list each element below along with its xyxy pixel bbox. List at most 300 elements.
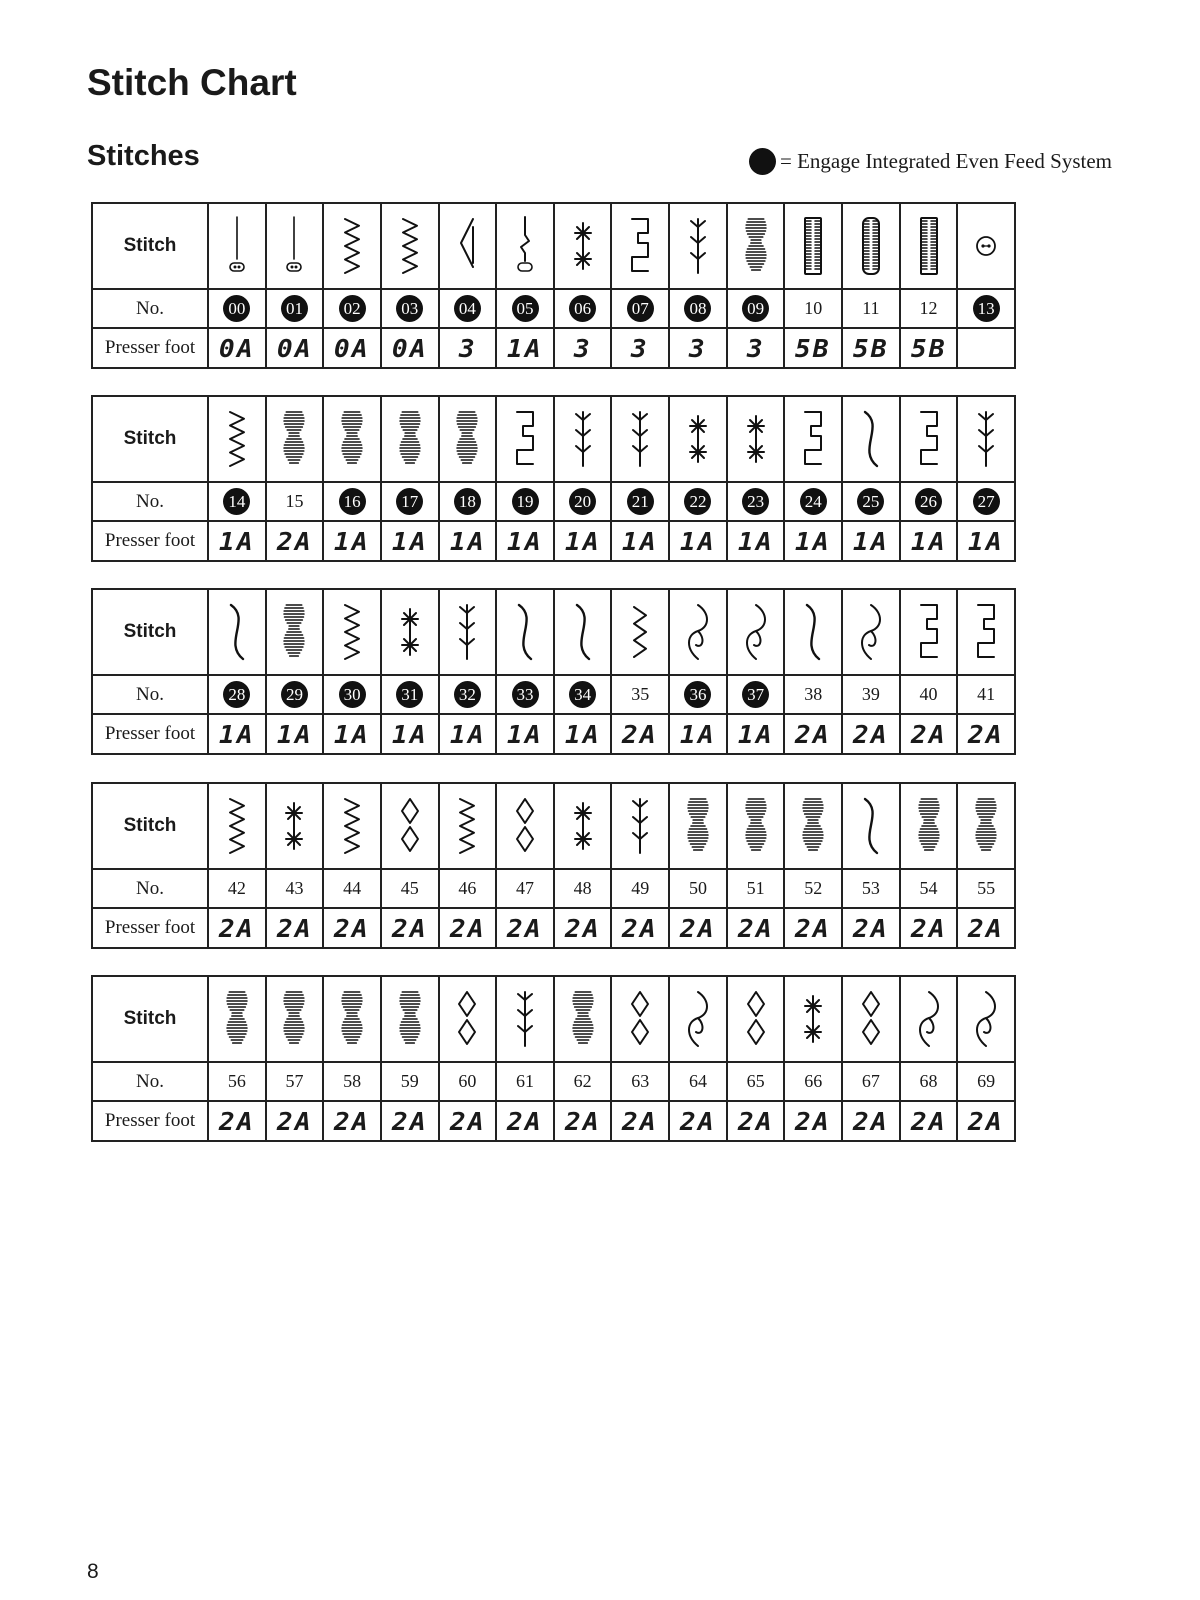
- stitch-icon-cell: [669, 396, 727, 482]
- stitch-number: 46: [458, 878, 477, 898]
- lightning-stitch-icon: [508, 213, 542, 279]
- presser-foot-value: 5B: [783, 328, 844, 368]
- stitch-number-cell: [784, 1062, 842, 1101]
- presser-foot-value: 2A: [322, 1101, 383, 1141]
- stitch-number-cell: [669, 1062, 727, 1101]
- stitch-icon-cell: [957, 976, 1015, 1062]
- stitch-number-cell: [900, 482, 958, 521]
- stitch-number: 68: [919, 1071, 938, 1091]
- stitch-table: [91, 975, 1016, 1142]
- stitch-icon-cell: [727, 589, 785, 675]
- stitch-table: [91, 588, 1016, 755]
- presser-foot-value: 2A: [668, 1101, 729, 1141]
- stitch-number-filled: 00: [223, 295, 250, 322]
- stitch-icon-cell: [784, 203, 842, 289]
- stitch-number: 39: [861, 684, 880, 704]
- stitch-icon-cell: [900, 783, 958, 869]
- stitch-icon-cell: [611, 976, 669, 1062]
- stitch-number: 61: [516, 1071, 535, 1091]
- stitch-number-cell: [266, 482, 324, 521]
- hook-stitch-icon: [623, 406, 657, 472]
- presser-foot-value: 2A: [610, 1101, 671, 1141]
- presser-foot-value: 1A: [610, 521, 671, 561]
- zig-band-stitch-icon: [335, 793, 369, 859]
- stitch-icon-cell: [208, 783, 266, 869]
- presser-foot-value: 3: [610, 328, 671, 368]
- zigzag-stitch-icon: [335, 213, 369, 279]
- stitch-number-cell: [554, 289, 612, 328]
- presser-foot-value: 0A: [322, 328, 383, 368]
- stitch-number-cell: [266, 675, 324, 714]
- star-chain-stitch-icon: [566, 793, 600, 859]
- stitch-number-filled: 04: [454, 295, 481, 322]
- stitch-number-cell: [208, 869, 266, 908]
- stitch-number: 52: [804, 878, 823, 898]
- stitch-icon-cell: [208, 203, 266, 289]
- arrow-stitch-icon: [450, 599, 484, 665]
- presser-foot-value: 1A: [552, 714, 613, 754]
- comb-stitch-icon: [450, 406, 484, 472]
- stitch-number-cell: [439, 1062, 497, 1101]
- star-stitch-icon: [796, 986, 830, 1052]
- stitch-icon-cell: [842, 783, 900, 869]
- presser-foot-value: 1A: [495, 328, 556, 368]
- stitch-icon-cell: [727, 976, 785, 1062]
- presser-foot-header: Presser foot: [92, 521, 208, 561]
- stitch-number-filled: 29: [281, 681, 308, 708]
- stitch-icon-cell: [266, 783, 324, 869]
- double-zigzag-stitch-icon: [335, 599, 369, 665]
- presser-foot-header: Presser foot: [92, 1101, 208, 1141]
- stitch-number-filled: 24: [800, 488, 827, 515]
- presser-foot-value: 2A: [898, 714, 959, 754]
- stitch-icon-cell: [381, 783, 439, 869]
- stitch-icon-cell: [669, 783, 727, 869]
- stitch-number-cell: [957, 675, 1015, 714]
- stitch-row: [92, 396, 1015, 482]
- stitch-table: [91, 395, 1016, 562]
- stitch-row: [92, 976, 1015, 1062]
- stitch-number: 42: [227, 878, 246, 898]
- stitch-number-cell: [554, 1062, 612, 1101]
- stitch-icon-cell: [266, 589, 324, 675]
- satin-wave-stitch-icon: [739, 793, 773, 859]
- stitch-number-cell: [784, 289, 842, 328]
- stitch-icon-cell: [496, 589, 554, 675]
- stitch-icon-cell: [439, 589, 497, 675]
- presser-foot-value: 0A: [207, 328, 268, 368]
- stitch-icon-cell: [381, 396, 439, 482]
- slant-overlock-stitch-icon: [681, 213, 715, 279]
- stitch-number: 53: [861, 878, 880, 898]
- stitch-table: [91, 202, 1016, 369]
- stitch-number-cell: [496, 482, 554, 521]
- buttonhole-round-icon: [854, 213, 888, 279]
- stitch-number: 58: [343, 1071, 362, 1091]
- stitch-number-cell: [842, 869, 900, 908]
- page-title: Stitch Chart: [87, 62, 297, 103]
- stitch-number-cell: [323, 289, 381, 328]
- stitch-row: [92, 589, 1015, 675]
- stitch-number-filled: 22: [684, 488, 711, 515]
- stitch-icon-cell: [496, 783, 554, 869]
- cross-bar-stitch-icon: [681, 406, 715, 472]
- presser-foot-value: 2A: [379, 908, 440, 948]
- stitch-number-cell: [323, 1062, 381, 1101]
- presser-foot-value: 2A: [610, 908, 671, 948]
- stitch-number-filled: 03: [396, 295, 423, 322]
- number-header: No.: [92, 289, 208, 328]
- stitch-number-filled: 20: [569, 488, 596, 515]
- stitch-number-filled: 21: [627, 488, 654, 515]
- double-loop-stitch-icon: [854, 599, 888, 665]
- stitch-icon-cell: [611, 783, 669, 869]
- stitch-number-cell: [381, 482, 439, 521]
- presser-foot-value: 1A: [495, 714, 556, 754]
- stitch-header: Stitch: [92, 589, 208, 675]
- stitch-icon-cell: [554, 589, 612, 675]
- stitch-icon-cell: [842, 396, 900, 482]
- thin-wave-stitch-icon: [854, 793, 888, 859]
- stitch-number-cell: [611, 289, 669, 328]
- square-wave-stitch-icon: [854, 406, 888, 472]
- tulip-stitch-icon: [623, 986, 657, 1052]
- stitch-icon-cell: [669, 976, 727, 1062]
- bracket-stitch-icon: [796, 406, 830, 472]
- stitch-number-cell: [554, 482, 612, 521]
- stitch-number-filled: 18: [454, 488, 481, 515]
- ladder-stitch-icon: [393, 406, 427, 472]
- stitch-number: 44: [343, 878, 362, 898]
- satin-zig-stitch-icon: [912, 793, 946, 859]
- stitch-number: 10: [804, 298, 823, 318]
- blind-hem-stitch-icon: [450, 213, 484, 279]
- feather-stitch-icon: [969, 406, 1003, 472]
- presser-foot-value: 2A: [264, 1101, 325, 1141]
- stitch-icon-cell: [208, 976, 266, 1062]
- right-arc-stitch-icon: [508, 599, 542, 665]
- stitch-number-cell: [669, 675, 727, 714]
- presser-foot-value: 1A: [725, 521, 786, 561]
- presser-foot-value: 2A: [841, 1101, 902, 1141]
- stitch-number: 55: [977, 878, 996, 898]
- stitch-number-filled: 34: [569, 681, 596, 708]
- stitch-number-filled: 30: [339, 681, 366, 708]
- stitch-header: Stitch: [92, 976, 208, 1062]
- presser-foot-row: [92, 521, 1015, 561]
- number-header: No.: [92, 482, 208, 521]
- stitch-number-filled: 07: [627, 295, 654, 322]
- number-row: [92, 869, 1015, 908]
- stitch-number-cell: [957, 1062, 1015, 1101]
- presser-foot-value: 2A: [956, 908, 1017, 948]
- arrow-tree-stitch-icon: [623, 793, 657, 859]
- stitch-number-cell: [900, 289, 958, 328]
- buttonhole-keyhole-icon: [912, 213, 946, 279]
- stitch-number-cell: [727, 1062, 785, 1101]
- overlock-box-stitch-icon: [623, 213, 657, 279]
- presser-foot-value: 5B: [841, 328, 902, 368]
- stitch-number-cell: [208, 289, 266, 328]
- stair-stitch-icon: [912, 406, 946, 472]
- straight-stitch-center-icon: [277, 213, 311, 279]
- spiral-loop-stitch-icon: [739, 599, 773, 665]
- stitch-icon-cell: [439, 783, 497, 869]
- stitch-icon-cell: [381, 589, 439, 675]
- honeycomb-stitch-icon: [335, 406, 369, 472]
- stitch-icon-cell: [554, 783, 612, 869]
- stitch-icon-cell: [957, 396, 1015, 482]
- stitch-number-cell: [957, 869, 1015, 908]
- stitch-number-cell: [900, 1062, 958, 1101]
- stitch-icon-cell: [784, 396, 842, 482]
- stitch-number-cell: [669, 289, 727, 328]
- stitch-icon-cell: [208, 396, 266, 482]
- wide-zigzag-icon: [220, 406, 254, 472]
- stitch-number-cell: [727, 869, 785, 908]
- presser-foot-value: 1A: [898, 521, 959, 561]
- stitch-number-cell: [496, 869, 554, 908]
- stitch-number-cell: [323, 675, 381, 714]
- crown-stitch-icon: [739, 986, 773, 1052]
- stitch-number-cell: [727, 675, 785, 714]
- stitch-icon-cell: [439, 396, 497, 482]
- stitch-icon-cell: [496, 396, 554, 482]
- presser-foot-value: 1A: [264, 714, 325, 754]
- stitch-icon-cell: [554, 203, 612, 289]
- satin-diamond-stitch-icon: [335, 986, 369, 1052]
- stitch-number-filled: 09: [742, 295, 769, 322]
- presser-foot-row: [92, 1101, 1015, 1141]
- stitch-icon-cell: [611, 589, 669, 675]
- presser-foot-value: 2A: [264, 908, 325, 948]
- stitch-number-filled: 23: [742, 488, 769, 515]
- slant-bar-stitch-icon: [566, 406, 600, 472]
- number-row: [92, 1062, 1015, 1101]
- stitch-number-cell: [439, 482, 497, 521]
- stitch-icon-cell: [266, 976, 324, 1062]
- stitch-icon-cell: [727, 203, 785, 289]
- presser-foot-value: 2A: [552, 908, 613, 948]
- satin-arc-stitch-icon: [796, 793, 830, 859]
- diamond-chain-stitch-icon: [508, 793, 542, 859]
- stitch-number-cell: [554, 675, 612, 714]
- presser-foot-value: 1A: [322, 521, 383, 561]
- stitch-number: 48: [573, 878, 592, 898]
- stitch-icon-cell: [727, 396, 785, 482]
- stitch-icon-cell: [900, 589, 958, 675]
- stitch-icon-cell: [900, 203, 958, 289]
- presser-foot-value: 2A: [610, 714, 671, 754]
- button-sewing-icon: [969, 213, 1003, 279]
- stitch-icon-cell: [957, 589, 1015, 675]
- presser-foot-value: 2A: [841, 908, 902, 948]
- s-curve-stitch-icon: [566, 599, 600, 665]
- stitch-number-cell: [957, 289, 1015, 328]
- stitch-number-cell: [496, 1062, 554, 1101]
- presser-foot-header: Presser foot: [92, 908, 208, 948]
- stitch-number-cell: [669, 869, 727, 908]
- stitch-number-cell: [842, 675, 900, 714]
- presser-foot-header: Presser foot: [92, 714, 208, 754]
- double-s-stitch-icon: [623, 599, 657, 665]
- page-number: 8: [87, 1560, 99, 1583]
- presser-foot-value: 3: [725, 328, 786, 368]
- number-row: [92, 482, 1015, 521]
- satin-triangle-stitch-icon: [393, 986, 427, 1052]
- presser-foot-value: 1A: [668, 521, 729, 561]
- stitch-number: 40: [919, 684, 938, 704]
- scallop-stitch-icon: [796, 599, 830, 665]
- stitch-number-cell: [784, 482, 842, 521]
- stitch-number-filled: 32: [454, 681, 481, 708]
- stitch-icon-cell: [323, 396, 381, 482]
- stitch-number: 11: [862, 298, 880, 318]
- stitch-number-cell: [611, 1062, 669, 1101]
- stitch-icon-cell: [957, 783, 1015, 869]
- stitch-number: 47: [516, 878, 535, 898]
- presser-foot-header: Presser foot: [92, 328, 208, 368]
- satin-oval-stitch-icon: [220, 986, 254, 1052]
- stitch-number-cell: [381, 289, 439, 328]
- presser-foot-value: 3: [437, 328, 498, 368]
- heart-chain-stitch-icon: [450, 986, 484, 1052]
- stitch-icon-cell: [784, 976, 842, 1062]
- stitch-icon-cell: [842, 589, 900, 675]
- presser-foot-value: 1A: [437, 521, 498, 561]
- presser-foot-value: 2A: [379, 1101, 440, 1141]
- stitch-number-filled: 02: [339, 295, 366, 322]
- stitch-number-cell: [554, 869, 612, 908]
- stitch-icon-cell: [554, 396, 612, 482]
- presser-foot-value: 1A: [956, 521, 1017, 561]
- stitch-icon-cell: [381, 203, 439, 289]
- stitch-icon-cell: [439, 203, 497, 289]
- stitch-number-cell: [900, 869, 958, 908]
- stitch-icon-cell: [323, 203, 381, 289]
- stitch-number: 69: [977, 1071, 996, 1091]
- presser-foot-value: 2A: [783, 908, 844, 948]
- stitch-number-cell: [208, 482, 266, 521]
- stitch-icon-cell: [957, 203, 1015, 289]
- stitch-icon-cell: [842, 976, 900, 1062]
- stitch-number-filled: 28: [223, 681, 250, 708]
- stitch-icon-cell: [208, 589, 266, 675]
- stitch-number-cell: [381, 1062, 439, 1101]
- overcast-stitch-icon: [739, 213, 773, 279]
- stitch-number: 54: [919, 878, 938, 898]
- stitch-icon-cell: [900, 396, 958, 482]
- rhombus-stitch-icon: [393, 793, 427, 859]
- stitch-number-cell: [266, 1062, 324, 1101]
- chevron-stitch-icon: [220, 793, 254, 859]
- stitch-icon-cell: [266, 396, 324, 482]
- legend-text: = Engage Integrated Even Feed System: [780, 149, 1112, 173]
- stitch-number-filled: 01: [281, 295, 308, 322]
- presser-foot-value: 1A: [437, 714, 498, 754]
- presser-foot-value: 2A: [956, 1101, 1017, 1141]
- presser-foot-value: [956, 328, 1017, 368]
- stitch-number-filled: 14: [223, 488, 250, 515]
- stitch-number: 15: [285, 491, 304, 511]
- stitch-number-cell: [496, 675, 554, 714]
- double-chevron-stitch-icon: [450, 793, 484, 859]
- stitch-number-filled: 27: [973, 488, 1000, 515]
- stitch-number-cell: [208, 675, 266, 714]
- presser-foot-value: 1A: [668, 714, 729, 754]
- presser-foot-value: 2A: [495, 908, 556, 948]
- stitch-number-cell: [266, 289, 324, 328]
- stitch-icon-cell: [554, 976, 612, 1062]
- stitch-number-cell: [611, 869, 669, 908]
- stitch-number: 63: [631, 1071, 650, 1091]
- presser-foot-value: 2A: [495, 1101, 556, 1141]
- stitch-icon-cell: [842, 203, 900, 289]
- stitch-number-cell: [842, 482, 900, 521]
- presser-foot-value: 1A: [207, 714, 268, 754]
- satin-crescent-stitch-icon: [566, 986, 600, 1052]
- presser-foot-value: 2A: [898, 1101, 959, 1141]
- presser-foot-value: 2A: [437, 1101, 498, 1141]
- legend: [749, 148, 1112, 175]
- step-stitch-icon: [508, 406, 542, 472]
- presser-foot-value: 1A: [552, 521, 613, 561]
- stitch-number-filled: 33: [512, 681, 539, 708]
- diamond-cross-stitch-icon: [277, 793, 311, 859]
- stitch-number-cell: [727, 289, 785, 328]
- presser-foot-value: 1A: [495, 521, 556, 561]
- stitch-number: 35: [631, 684, 650, 704]
- stitch-number: 51: [746, 878, 765, 898]
- stitch-number-filled: 37: [742, 681, 769, 708]
- presser-foot-value: 3: [552, 328, 613, 368]
- stitch-icon-cell: [669, 589, 727, 675]
- stitch-number-cell: [381, 869, 439, 908]
- satin-step-stitch-icon: [969, 793, 1003, 859]
- presser-foot-value: 2A: [898, 908, 959, 948]
- stitch-number: 57: [285, 1071, 304, 1091]
- stitch-number-filled: 26: [915, 488, 942, 515]
- stitch-number-filled: 19: [512, 488, 539, 515]
- number-row: [92, 675, 1015, 714]
- stitch-icon-cell: [323, 783, 381, 869]
- stitch-number-cell: [842, 289, 900, 328]
- stitch-number: 64: [688, 1071, 707, 1091]
- stitch-icon-cell: [381, 976, 439, 1062]
- presser-foot-value: 2A: [207, 1101, 268, 1141]
- satin-leaf-stitch-icon: [277, 986, 311, 1052]
- bow-stitch-icon: [681, 986, 715, 1052]
- presser-foot-value: 2A: [783, 1101, 844, 1141]
- presser-foot-value: 2A: [207, 908, 268, 948]
- presser-foot-value: 1A: [322, 714, 383, 754]
- stitch-number-filled: 16: [339, 488, 366, 515]
- stitch-number-filled: 17: [396, 488, 423, 515]
- stitch-icon-cell: [669, 203, 727, 289]
- stitch-number-cell: [784, 675, 842, 714]
- presser-foot-value: 1A: [379, 714, 440, 754]
- stitch-header: Stitch: [92, 396, 208, 482]
- number-header: No.: [92, 869, 208, 908]
- presser-foot-value: 2A: [668, 908, 729, 948]
- stitch-number-cell: [323, 482, 381, 521]
- stitch-number: 56: [227, 1071, 246, 1091]
- presser-foot-value: 2A: [783, 714, 844, 754]
- triple-cross-stitch-icon: [739, 406, 773, 472]
- infinity-loop-stitch-icon: [969, 986, 1003, 1052]
- presser-foot-row: [92, 328, 1015, 368]
- presser-foot-row: [92, 714, 1015, 754]
